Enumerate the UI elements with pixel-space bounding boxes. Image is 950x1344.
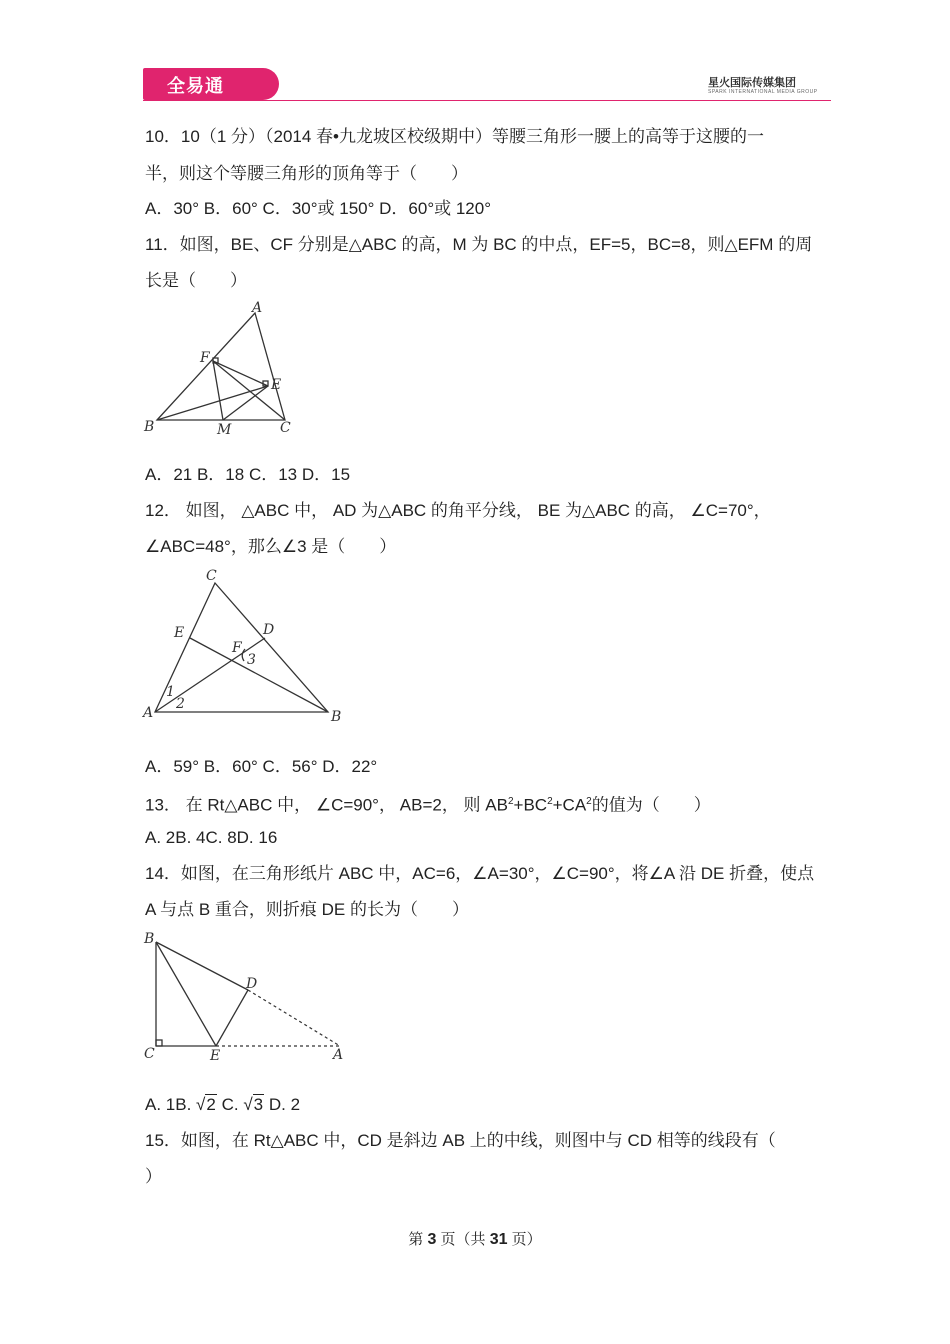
q12-line1: 12． 如图， △ABC 中， AD 为△ABC 的角平分线， BE 为△ABC 的高， ∠C=70°， [145, 501, 771, 520]
q12-label-2: 2 [176, 696, 185, 712]
q14-sqrt3: √3 [243, 1095, 264, 1114]
q13-options: A. 2B. 4C. 8D. 16 [145, 828, 278, 847]
brand-name: 星火国际传媒集团 [708, 77, 796, 89]
q14-line1: 14．如图，在三角形纸片 ABC 中，AC=6，∠A=30°，∠C=90°，将∠A 沿 DE 折叠，使点 [145, 864, 815, 883]
q11-label-a: A [252, 300, 263, 316]
q10-options: A．30° B．60° C．30°或 150° D．60°或 120° [145, 199, 492, 218]
q15-line2: ） [145, 1167, 162, 1186]
q10-line2: 半，则这个等腰三角形的顶角等于（ ） [145, 164, 468, 183]
header-divider [143, 100, 831, 101]
q12-figure [140, 565, 350, 730]
q11-label-b: B [144, 419, 155, 435]
q14-options [145, 1094, 300, 1116]
q12-label-f: F [232, 640, 242, 656]
q11-options: A．21 B．18 C．13 D．15 [145, 465, 351, 484]
page-footer: 第 3 页（共 31 页） [408, 1231, 542, 1248]
q13-mid2: +CA [552, 795, 587, 815]
page-total: 31 [489, 1231, 508, 1248]
q14-opt-d: D. 2 [268, 1095, 301, 1114]
q11-label-m: M [217, 422, 232, 438]
q12-label-d: D [263, 622, 275, 638]
q14-label-d: D [246, 976, 258, 992]
q11-figure [140, 300, 300, 440]
logo [143, 68, 279, 100]
q14-label-a: A [333, 1047, 344, 1063]
q11-label-c: C [280, 420, 291, 436]
q12-label-1: 1 [166, 684, 175, 700]
q13-text-b: 的值为（ ） [591, 795, 711, 815]
brand-subtitle: SPARK INTERNATIONAL MEDIA GROUP [708, 89, 818, 95]
q11-label-f: F [200, 350, 210, 366]
q12-options: A．59° B．60° C．56° D．22° [145, 757, 378, 776]
q14-label-c: C [144, 1046, 155, 1062]
q12-label-c: C [206, 568, 217, 584]
q13-sup3: 2 [586, 796, 592, 807]
q12-label-3: 3 [247, 652, 256, 668]
q13-sup1: 2 [507, 796, 514, 807]
q12-line2: ∠ABC=48°，那么∠3 是（ ） [145, 537, 397, 556]
q11-line2: 长是（ ） [145, 271, 247, 290]
q15-line1: 15．如图，在 Rt△ABC 中，CD 是斜边 AB 上的中线，则图中与 CD 相等的线段有（ [145, 1131, 776, 1150]
q14-label-b: B [144, 931, 155, 947]
q11-line1: 11．如图，BE、CF 分别是△ABC 的高，M 为 BC 的中点，EF=5，BC=8，则△EFM 的周 [145, 235, 813, 254]
q13-sup2: 2 [547, 796, 553, 807]
q14-figure [140, 928, 350, 1068]
q13-mid1: +BC [513, 795, 548, 815]
q13-text-a: 13． 在 Rt△ABC 中， ∠C=90°， AB=2， 则 AB [145, 795, 508, 815]
page-number: 3 [427, 1231, 437, 1248]
logo-text: 全易通 [167, 76, 224, 97]
q12-label-a: A [143, 705, 154, 721]
q14-line2: A 与点 B 重合，则折痕 DE 的长为（ ） [145, 900, 469, 919]
q12-label-b: B [331, 709, 342, 725]
q14-opt-c: C. [221, 1095, 239, 1114]
q13-line1 [145, 791, 711, 817]
q10-line1: 10．10（1 分）（2014 春•九龙坡区校级期中）等腰三角形一腰上的高等于这腰的一 [145, 127, 764, 146]
q14-opt-a: A. 1B. [145, 1095, 192, 1114]
q12-label-e: E [174, 625, 185, 641]
q11-label-e: E [271, 377, 282, 393]
q14-label-e: E [210, 1048, 221, 1064]
q14-sqrt2: √2 [196, 1095, 216, 1114]
